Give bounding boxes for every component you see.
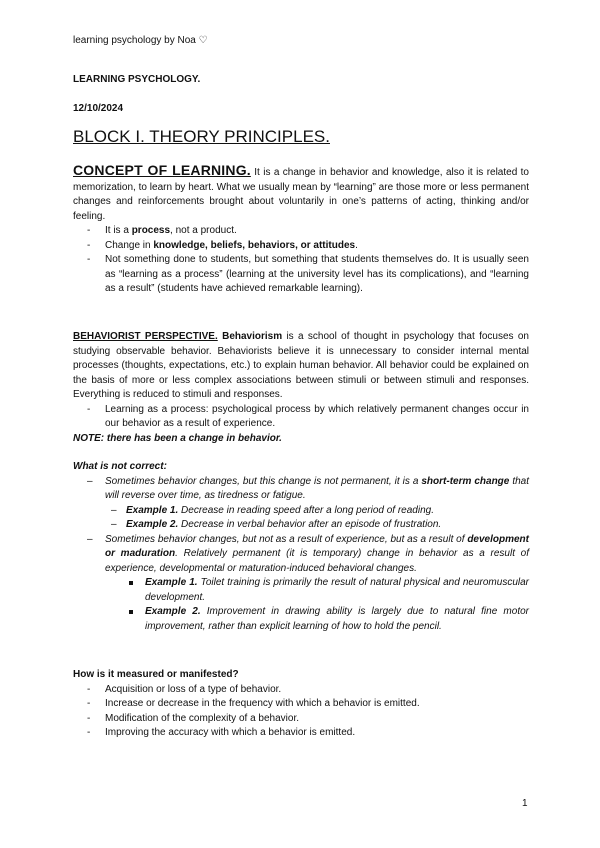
- page-header: learning psychology by Noa ♡: [73, 35, 208, 46]
- concept-heading: CONCEPT OF LEARNING.: [73, 162, 251, 178]
- document-date: 12/10/2024: [73, 103, 124, 114]
- list-item-text: that will reverse over time, as tiredness or fatigue.: [105, 475, 529, 501]
- list-item-bold: knowledge, beliefs, behaviors, or attitudes: [153, 239, 356, 251]
- behaviorist-heading: BEHAVIORIST PERSPECTIVE.: [73, 331, 218, 342]
- spacer: [73, 446, 529, 460]
- not-correct-list: [73, 475, 529, 504]
- block-title: BLOCK I. THEORY PRINCIPLES.: [73, 127, 330, 146]
- list-item-text: Sometimes behavior changes, but not as a result of experience, but as a result of: [105, 533, 468, 545]
- list-item: [105, 475, 529, 504]
- concept-section: [73, 163, 529, 297]
- behaviorist-section: [73, 330, 529, 634]
- example-item: [126, 504, 529, 519]
- list-item-text: It is a: [105, 225, 132, 236]
- behaviorism-term: Behaviorism: [222, 331, 283, 342]
- not-correct-list-2: [73, 533, 529, 577]
- document-page: [73, 0, 529, 848]
- example-item: [145, 605, 529, 634]
- example-list-1: [73, 504, 529, 533]
- behaviorist-intro: is a school of thought in psychology that focuses on studying observable behavior. Behaviorists believe it is unnecessary to consider internal mental processes (thoughts, expectations, etc.) to explain human behavior. All behavior could be explained on the basis of more or less complex associations between stimuli or between stimuli and responses. Everything is reduced to stimuli and responses.: [73, 331, 529, 400]
- list-item: - Increase or decrease in the frequency with which a behavior is emitted.: [105, 697, 529, 712]
- list-item-bold: process: [131, 225, 171, 236]
- list-item: - Learning as a process: psychological process by which relatively permanent changes occur in our behavior as a result of experience.: [105, 403, 529, 432]
- list-item-text: . Relatively permanent (it is temporary) change in behavior as a result of experience, developmental or maturation-induced behavioral changes.: [105, 548, 529, 574]
- list-item: - Not something done to students, but something that students themselves do. It is usually seen as “learning as a process” (learning at the university level has its complications), and “learning as a result” (students have achieved remarkable learning).: [105, 253, 529, 297]
- behaviorist-list: [73, 403, 529, 432]
- list-item-bold: development or maduration: [105, 533, 529, 559]
- example-label: Example 2.: [145, 606, 201, 617]
- document-title: LEARNING PSYCHOLOGY.: [73, 74, 201, 85]
- concept-intro: It is a change in behavior and knowledge, also it is related to memorization, to learn by heart. What we usually mean by “learning” are those more or less permanent changes and reinforcements brought about voluntarily in one’s patterns of acting, thinking and/or feeling.: [73, 167, 529, 222]
- list-item-text: .: [355, 239, 358, 251]
- example-label: Example 2.: [126, 519, 179, 530]
- list-item: [105, 533, 529, 577]
- concept-paragraph: [73, 163, 529, 224]
- list-item-text: Change in: [105, 239, 154, 251]
- example-text: Improvement in drawing ability is largely due to natural fine motor improvement, rather than explicit learning of how to hold the pencil.: [145, 606, 529, 632]
- behaviorist-paragraph: [73, 330, 529, 403]
- example-label: Example 1.: [126, 504, 179, 516]
- example-text: Decrease in reading speed after a long period of reading.: [178, 504, 434, 516]
- not-correct-heading: What is not correct:: [73, 461, 167, 472]
- example-item: [126, 518, 529, 533]
- list-item: - Modification of the complexity of a behavior.: [105, 712, 529, 727]
- list-item-text: , not a product.: [170, 225, 237, 236]
- example-item: [145, 576, 529, 605]
- list-item: [105, 224, 529, 239]
- list-item: - Improving the accuracy with which a behavior is emitted.: [105, 726, 529, 741]
- measured-heading: How is it measured or manifested?: [73, 669, 239, 680]
- list-item-text: Sometimes behavior changes, but this change is not permanent, it is a: [105, 475, 422, 487]
- list-item: - Acquisition or loss of a type of behavior.: [105, 683, 529, 698]
- example-text: Toilet training is primarily the result of natural physical and neuromuscular development.: [145, 577, 529, 603]
- example-text: Decrease in verbal behavior after an episode of frustration.: [178, 519, 442, 530]
- measured-list: [73, 683, 529, 741]
- list-item: [105, 239, 529, 254]
- list-item-bold: short-term change: [421, 475, 510, 487]
- example-list-2: [73, 576, 529, 634]
- note-line: NOTE: there has been a change in behavior.: [73, 432, 282, 444]
- page-number: 1: [522, 798, 528, 809]
- measured-section: [73, 668, 529, 741]
- example-label: Example 1.: [145, 577, 198, 588]
- concept-list: [73, 224, 529, 297]
